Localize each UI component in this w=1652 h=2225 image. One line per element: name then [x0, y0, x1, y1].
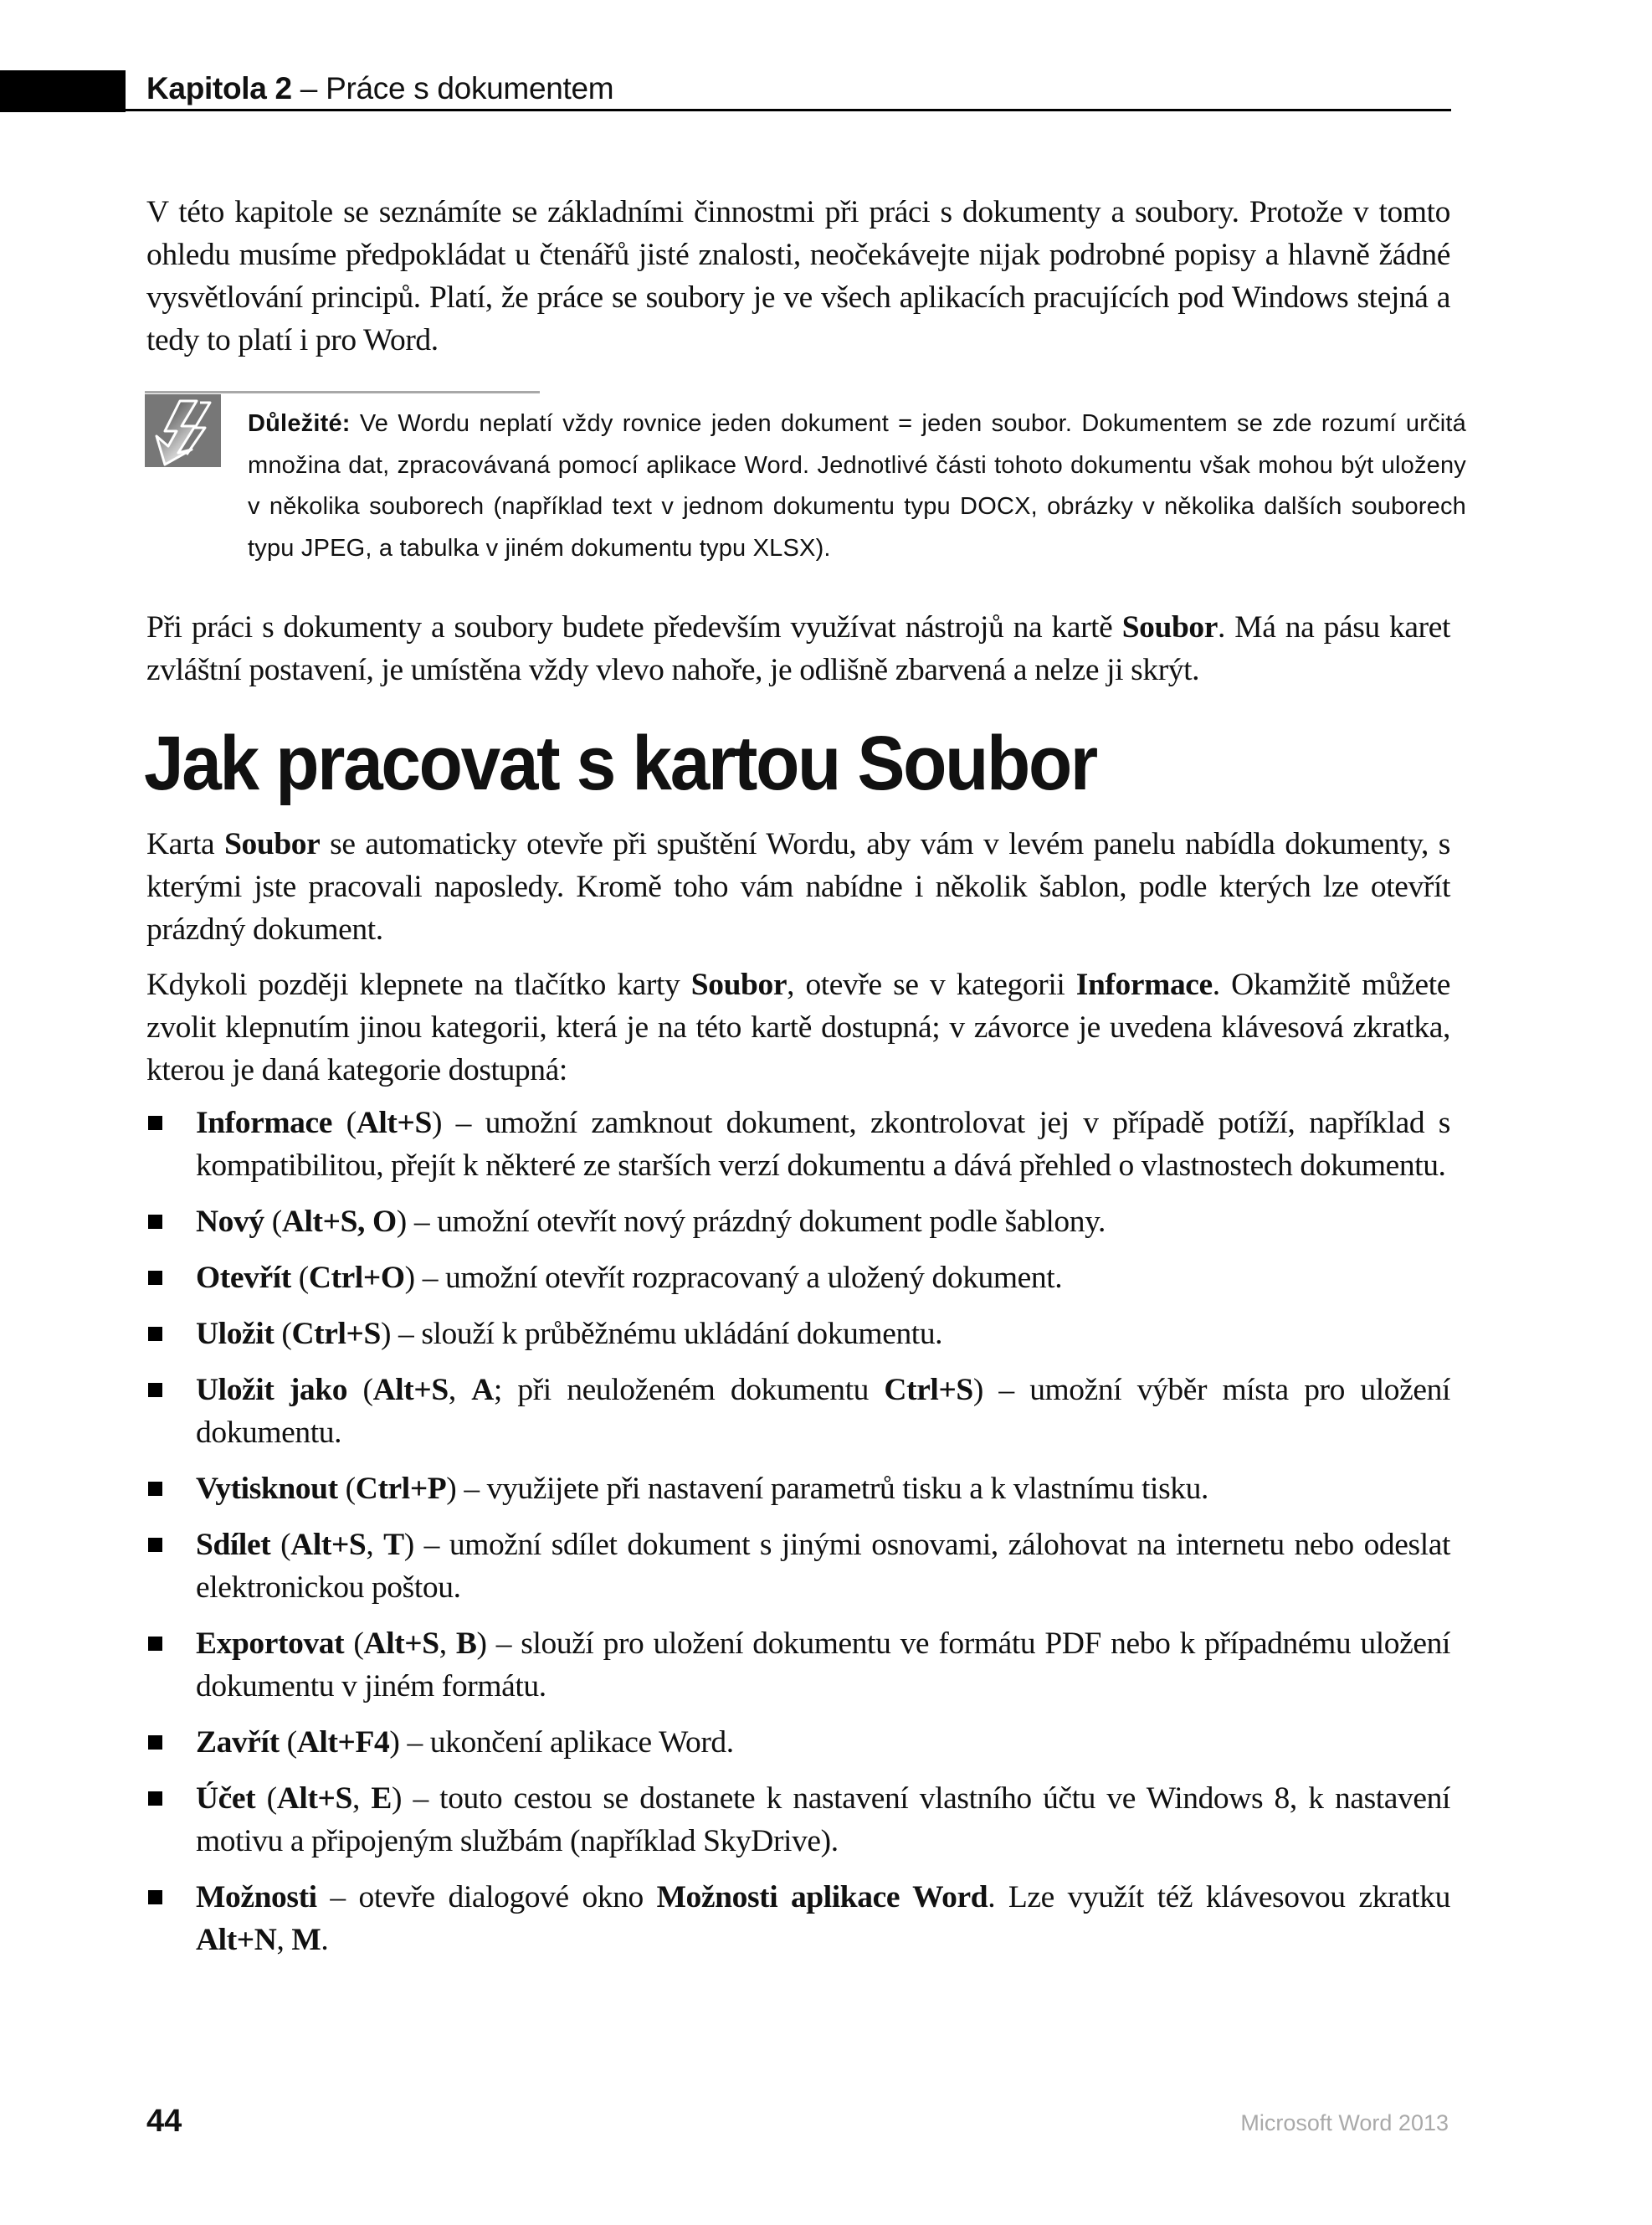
text-run: ( — [270, 1528, 291, 1562]
text-run: . Okamžitě můžete zvolit klepnutím jinou kategorii, která je na této kartě dostupná; v závorce je uvedena klávesová zkratka, kterou je daná kategorie dostupná: — [146, 968, 1450, 1087]
item-name: Nový — [196, 1205, 264, 1239]
note-body: Ve Wordu neplatí vždy rovnice jeden dokument = jeden soubor. Dokumentem se zde rozumí určitá množina dat, zpracovávaná pomocí aplikace Word. Jednotlivé části tohoto dokumentu však mohou být uloženy v několika souborech (například text v jednom dokumentu typu DOCX, obrázky v několika dalších souborech typu JPEG, a tabulka v jiném dokumentu typu XLSX). — [248, 410, 1466, 562]
important-note — [248, 403, 1466, 569]
list-item-ulozit-jako — [146, 1369, 1450, 1454]
list-item-otevrit — [146, 1256, 1450, 1299]
text-run: , — [366, 1528, 384, 1562]
square-bullet-icon — [148, 1327, 162, 1341]
shortcut: Alt+F4 — [296, 1725, 390, 1760]
text-run: , — [439, 1626, 456, 1661]
square-bullet-icon — [148, 1383, 162, 1397]
text-run: ( — [264, 1205, 282, 1239]
note-top-rule — [145, 391, 540, 393]
note-label: Důležité: — [248, 410, 351, 437]
shortcut: M — [291, 1923, 321, 1957]
text-run: , otevře se v kategorii — [787, 968, 1076, 1002]
bold-term: Soubor — [224, 827, 321, 861]
text-run: ( — [255, 1781, 277, 1816]
lightning-warning-icon — [145, 394, 221, 467]
text-run: ) – umožní otevřít nový prázdný dokument podle šablony. — [396, 1205, 1106, 1239]
shortcut: A — [471, 1373, 494, 1407]
running-header-block — [0, 70, 126, 112]
list-item-moznosti — [146, 1876, 1450, 1961]
square-bullet-icon — [148, 1538, 162, 1552]
item-name: Sdílet — [196, 1528, 271, 1562]
text-run: ( — [332, 1106, 357, 1140]
item-name: Informace — [196, 1106, 333, 1140]
page-number: 44 — [146, 2104, 182, 2139]
list-item-ulozit — [146, 1313, 1450, 1355]
item-name: Exportovat — [196, 1626, 345, 1661]
text-run: ; při neuloženém dokumentu — [493, 1373, 885, 1407]
kdykoli-paragraph — [146, 963, 1450, 1092]
item-name: Vytisknout — [196, 1472, 338, 1506]
shortcut: Alt+S, O — [281, 1205, 397, 1239]
shortcut: Alt+N — [196, 1923, 277, 1957]
file-tab-categories-list — [146, 1102, 1450, 1975]
square-bullet-icon — [148, 1791, 162, 1806]
text-run: . — [321, 1923, 329, 1957]
item-name: Možnosti — [196, 1880, 317, 1914]
text-run: ) – slouží pro uložení dokumentu ve formátu PDF nebo k případnému uložení dokumentu v jiném formátu. — [196, 1626, 1450, 1703]
text-run: , — [351, 1781, 372, 1816]
shortcut: Alt+S — [363, 1626, 439, 1661]
text-run: ) – umožní výběr místa pro uložení dokumentu. — [196, 1373, 1450, 1450]
chapter-title: Práce s dokumentem — [326, 71, 614, 105]
text-run: ) – umožní otevřít rozpracovaný a uložený dokument. — [404, 1261, 1063, 1295]
text-run: . Lze využít též klávesovou zkratku — [988, 1880, 1451, 1914]
shortcut: Ctrl+O — [308, 1261, 405, 1295]
dialog-name: Možnosti aplikace Word — [656, 1880, 988, 1914]
item-name: Zavřít — [196, 1725, 280, 1760]
shortcut: Alt+S — [356, 1106, 432, 1140]
text-run: , — [276, 1923, 292, 1957]
text-run: ( — [344, 1626, 364, 1661]
text-run: Karta — [146, 827, 225, 861]
shortcut: Alt+S — [276, 1781, 352, 1816]
shortcut: Ctrl+P — [355, 1472, 447, 1506]
list-item-vytisknout — [146, 1467, 1450, 1510]
list-item-ucet — [146, 1777, 1450, 1863]
square-bullet-icon — [148, 1116, 162, 1130]
soubor-paragraph — [146, 606, 1450, 691]
bold-term: Informace — [1075, 968, 1213, 1002]
text-run: , — [448, 1373, 472, 1407]
text-run: – otevře dialogové okno — [316, 1880, 657, 1914]
running-header-rule — [126, 109, 1451, 111]
bold-term: Soubor — [1121, 610, 1218, 645]
shortcut: Alt+S — [372, 1373, 449, 1407]
square-bullet-icon — [148, 1890, 162, 1904]
text-run: ( — [347, 1373, 373, 1407]
list-item-exportovat — [146, 1622, 1450, 1708]
text-run: ) – umožní sdílet dokument s jinými osnovami, zálohovat na internetu nebo odeslat elektronickou poštou. — [196, 1528, 1450, 1605]
shortcut: Ctrl+S — [291, 1317, 381, 1351]
text-run: ( — [337, 1472, 356, 1506]
text-run: Při práci s dokumenty a soubory budete především využívat nástrojů na kartě — [146, 610, 1122, 645]
shortcut: Ctrl+S — [884, 1373, 973, 1407]
text-run: ( — [279, 1725, 297, 1760]
text-run: . Má na pásu karet zvláštní postavení, je umístěna vždy vlevo nahoře, je odlišně zbarvená a nelze ji skrýt. — [146, 610, 1450, 687]
list-item-sdilet — [146, 1524, 1450, 1609]
shortcut: E — [371, 1781, 392, 1816]
text-run: ) – slouží k průběžnému ukládání dokumentu. — [380, 1317, 943, 1351]
running-header — [146, 70, 613, 107]
text-run: ( — [290, 1261, 309, 1295]
item-name: Uložit — [196, 1317, 274, 1351]
text-run: ) – ukončení aplikace Word. — [389, 1725, 734, 1760]
text-run: ) – umožní zamknout dokument, zkontrolovat jej v případě potíží, například s kompatibilitou, přejít k některé ze starších verzí dokumentu a dává přehled o vlastnostech dokumentu. — [196, 1106, 1450, 1183]
list-item-novy — [146, 1200, 1450, 1243]
item-name: Uložit jako — [196, 1373, 348, 1407]
square-bullet-icon — [148, 1215, 162, 1229]
square-bullet-icon — [148, 1271, 162, 1285]
text-run: ) – touto cestou se dostanete k nastavení vlastního účtu ve Windows 8, k nastavení motivu a připojeným službám (například SkyDrive). — [196, 1781, 1451, 1858]
bold-term: Soubor — [690, 968, 788, 1002]
shortcut: B — [455, 1626, 477, 1661]
intro-paragraph: V této kapitole se seznámíte se základními činnostmi při práci s dokumenty a soubory. Protože v tomto ohledu musíme předpokládat u čtenářů jisté znalosti, neočekávejte nijak podrobné popisy a hlavně žádné vysvětlování principů. Platí, že práce se soubory je ve všech aplikacích pracujících pod Windows stejná a tedy to platí i pro Word. — [146, 195, 1450, 357]
book-title-footer: Microsoft Word 2013 — [1240, 2110, 1449, 2135]
item-name: Otevřít — [196, 1261, 291, 1295]
square-bullet-icon — [148, 1637, 162, 1651]
item-name: Účet — [196, 1781, 256, 1816]
shortcut: Alt+S — [290, 1528, 367, 1562]
list-item-zavrit — [146, 1721, 1450, 1764]
square-bullet-icon — [148, 1735, 162, 1750]
header-separator: – — [291, 71, 326, 105]
shortcut: T — [383, 1528, 404, 1562]
text-run: se automaticky otevře při spuštění Wordu, aby vám v levém panelu nabídla dokumenty, s kterými jste pracovali naposledy. Kromě toho vám nabídne i několik šablon, podle kterých lze otevřít prázdný dokument. — [146, 827, 1450, 947]
text-run: Kdykoli později klepnete na tlačítko karty — [146, 968, 691, 1002]
karta-paragraph — [146, 823, 1450, 951]
section-heading: Jak pracovat s kartou Soubor — [144, 721, 1096, 806]
square-bullet-icon — [148, 1482, 162, 1496]
list-item-informace — [146, 1102, 1450, 1187]
text-run: ( — [274, 1317, 292, 1351]
text-run: ) – využijete při nastavení parametrů tisku a k vlastnímu tisku. — [446, 1472, 1208, 1506]
chapter-number: Kapitola 2 — [146, 71, 292, 105]
